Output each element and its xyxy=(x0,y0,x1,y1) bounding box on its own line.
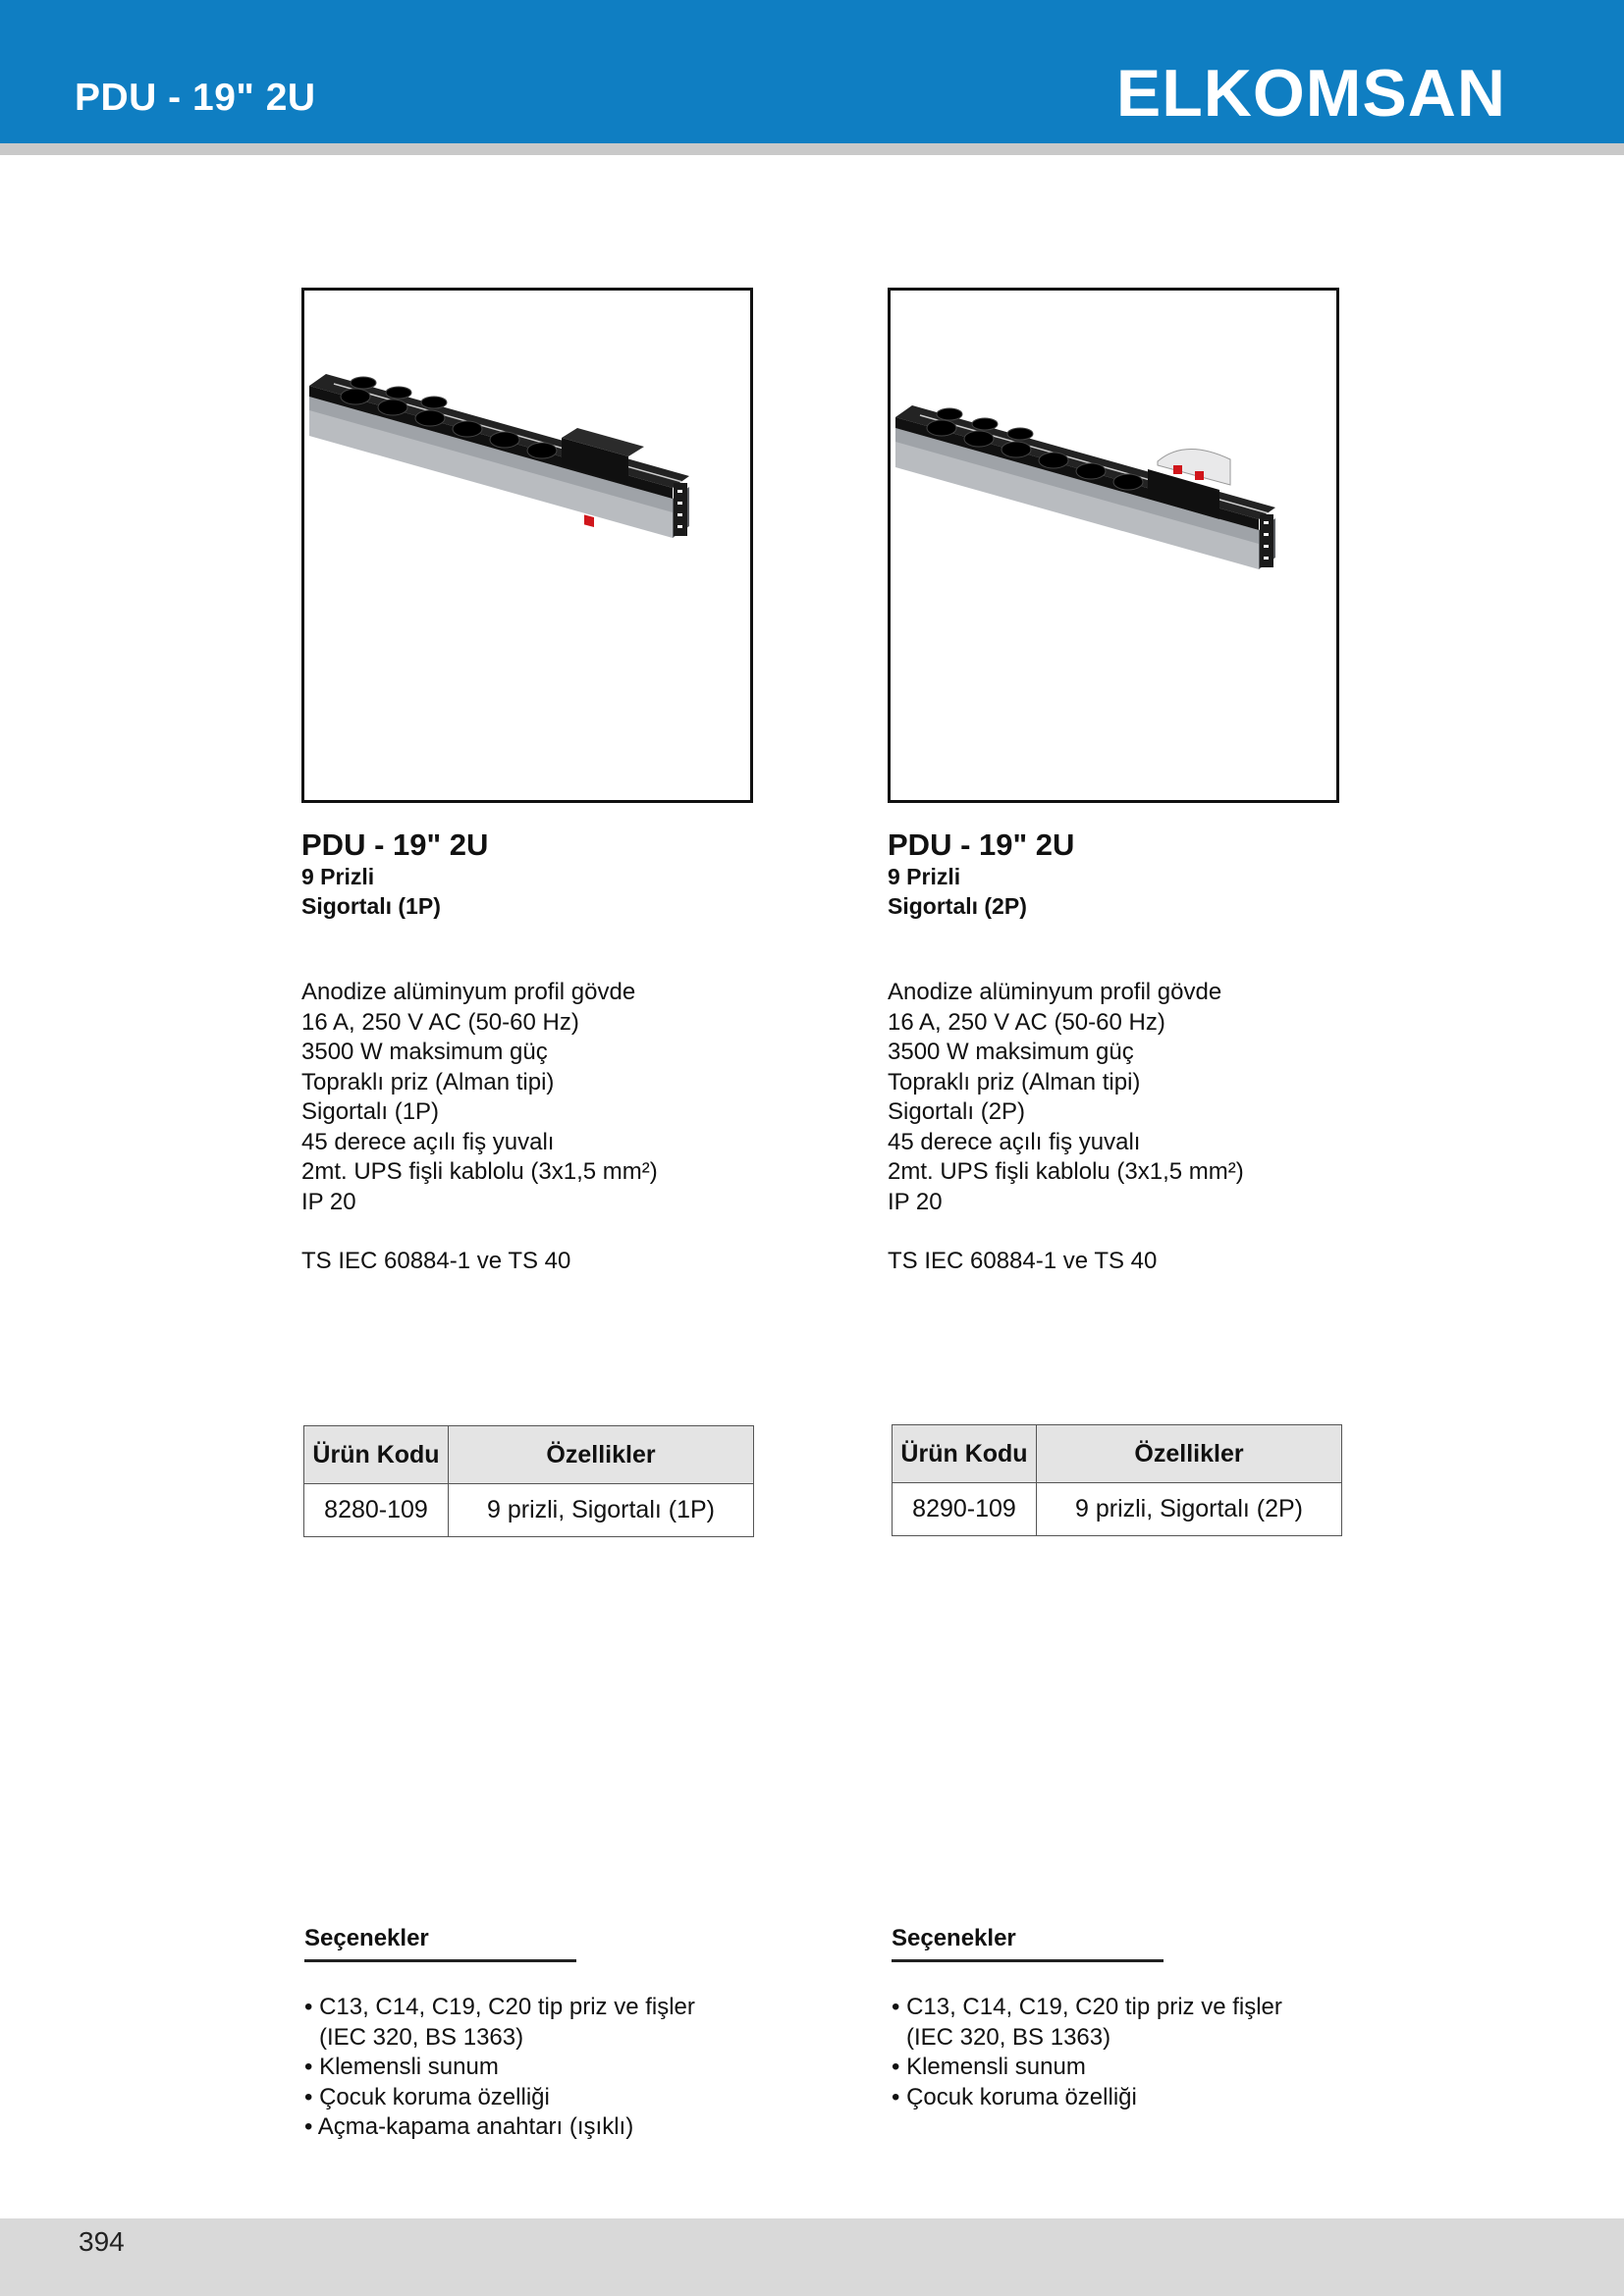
pdu-illustration xyxy=(891,291,1336,800)
list-item: • C13, C14, C19, C20 tip priz ve fişler xyxy=(304,1994,695,2020)
options-list xyxy=(892,1993,1363,2112)
pdu-illustration xyxy=(304,291,750,800)
product-subtitle-outlets: 9 Prizli xyxy=(301,864,375,889)
product-subtitle-outlets: 9 Prizli xyxy=(888,864,961,889)
list-item: • Açma-kapama anahtarı (ışıklı) xyxy=(304,2113,634,2140)
product-subtitle-fuse: Sigortalı (1P) xyxy=(301,893,441,919)
feature-item: 16 A, 250 V AC (50-60 Hz) xyxy=(888,1008,1165,1036)
feature-item: Sigortalı (2P) xyxy=(888,1098,1026,1125)
options-heading: Seçenekler xyxy=(304,1925,429,1951)
feature-item: 45 derece açılı fiş yuvalı xyxy=(888,1128,1141,1155)
feature-item: IP 20 xyxy=(301,1188,356,1215)
footer-bar xyxy=(0,2218,1624,2296)
feature-list xyxy=(888,978,1349,1217)
list-item: (IEC 320, BS 1363) xyxy=(319,2023,524,2051)
brand-logo: ELKOMSAN xyxy=(1115,56,1506,131)
table-cell-features: 9 prizli, Sigortalı (1P) xyxy=(449,1484,754,1537)
product-photo xyxy=(301,288,753,803)
feature-item: IP 20 xyxy=(888,1188,943,1215)
product-card-2p xyxy=(888,288,1349,1276)
feature-item: Anodize alüminyum profil gövde xyxy=(888,979,1222,1005)
options-divider xyxy=(304,1959,576,1962)
product-title: PDU - 19" 2U xyxy=(301,828,489,862)
feature-item: Topraklı priz (Alman tipi) xyxy=(888,1068,1141,1095)
product-card-1p xyxy=(301,288,763,1276)
header-divider xyxy=(0,143,1624,155)
page-title: PDU - 19" 2U xyxy=(75,77,316,119)
standard-text: TS IEC 60884-1 ve TS 40 xyxy=(888,1248,1158,1274)
list-item: • Klemensli sunum xyxy=(304,2054,499,2080)
product-code-table xyxy=(892,1424,1342,1536)
standard-text: TS IEC 60884-1 ve TS 40 xyxy=(301,1248,571,1274)
feature-item: Topraklı priz (Alman tipi) xyxy=(301,1068,555,1095)
table-row xyxy=(893,1483,1342,1536)
list-item: (IEC 320, BS 1363) xyxy=(906,2023,1111,2051)
table-row xyxy=(304,1484,754,1537)
product-code-table xyxy=(303,1425,754,1537)
table-header-code: Ürün Kodu xyxy=(893,1425,1037,1483)
product-photo xyxy=(888,288,1339,803)
list-item: • C13, C14, C19, C20 tip priz ve fişler xyxy=(892,1994,1282,2020)
table-header-features: Özellikler xyxy=(449,1426,754,1484)
product-title: PDU - 19" 2U xyxy=(888,828,1075,862)
feature-item: 2mt. UPS fişli kablolu (3x1,5 mm²) xyxy=(888,1158,1244,1185)
options-divider xyxy=(892,1959,1164,1962)
page-number: 394 xyxy=(79,2226,125,2257)
table-cell-features: 9 prizli, Sigortalı (2P) xyxy=(1037,1483,1342,1536)
feature-item: 3500 W maksimum güç xyxy=(301,1039,548,1065)
list-item: • Çocuk koruma özelliği xyxy=(892,2083,1137,2110)
options-section xyxy=(892,1924,1363,2112)
feature-item: 3500 W maksimum güç xyxy=(888,1039,1134,1065)
options-heading: Seçenekler xyxy=(892,1925,1016,1951)
product-subtitle-fuse: Sigortalı (2P) xyxy=(888,893,1027,919)
list-item: • Klemensli sunum xyxy=(892,2054,1086,2080)
feature-item: Anodize alüminyum profil gövde xyxy=(301,979,636,1005)
table-header-code: Ürün Kodu xyxy=(304,1426,449,1484)
table-header-features: Özellikler xyxy=(1037,1425,1342,1483)
table-cell-code: 8290-109 xyxy=(893,1483,1037,1536)
list-item: • Çocuk koruma özelliği xyxy=(304,2083,550,2110)
feature-item: 2mt. UPS fişli kablolu (3x1,5 mm²) xyxy=(301,1158,658,1185)
table-cell-code: 8280-109 xyxy=(304,1484,449,1537)
feature-item: Sigortalı (1P) xyxy=(301,1098,440,1125)
options-section xyxy=(304,1924,776,2143)
feature-item: 16 A, 250 V AC (50-60 Hz) xyxy=(301,1008,579,1036)
feature-item: 45 derece açılı fiş yuvalı xyxy=(301,1128,555,1155)
options-list xyxy=(304,1993,776,2143)
feature-list xyxy=(301,978,763,1217)
